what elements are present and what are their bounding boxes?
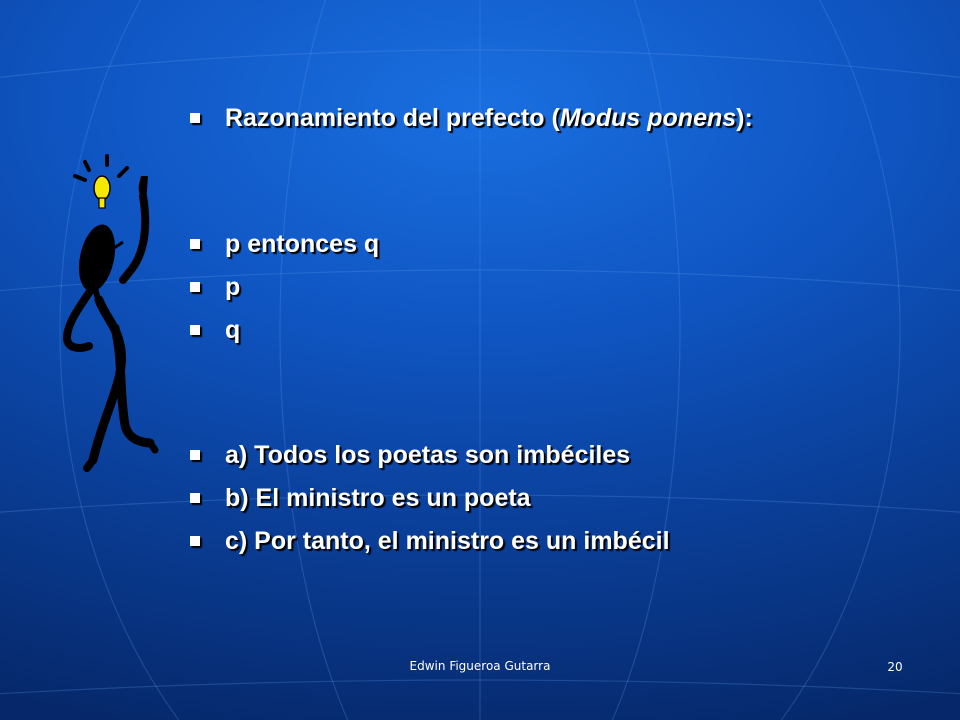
syllogism-text: b) El ministro es un poeta [225, 483, 531, 512]
schema-text: p entonces q [225, 229, 380, 258]
schema-line-3 [190, 310, 240, 350]
square-bullet-icon [190, 536, 200, 546]
schema-line-2 [190, 267, 240, 307]
square-bullet-icon [190, 450, 200, 460]
title-line [190, 98, 753, 138]
syllogism-text: c) Por tanto, el ministro es un imbécil [225, 526, 670, 555]
page-number: 20 [887, 660, 903, 674]
square-bullet-icon [190, 239, 200, 249]
square-bullet-icon [190, 282, 200, 292]
title-suffix: ): [736, 103, 753, 132]
footer-author: Edwin Figueroa Gutarra [409, 659, 551, 673]
syllogism-line-1 [190, 435, 630, 475]
syllogism-line-3 [190, 521, 670, 561]
schema-text: q [225, 315, 241, 344]
square-bullet-icon [190, 493, 200, 503]
square-bullet-icon [190, 113, 200, 123]
square-bullet-icon [190, 325, 200, 335]
syllogism-line-2 [190, 478, 531, 518]
schema-text: p [225, 272, 241, 301]
syllogism-text: a) Todos los poetas son imbéciles [225, 440, 631, 469]
title-italic: Modus ponens [559, 103, 737, 132]
schema-line-1 [190, 224, 379, 264]
title-prefix: Razonamiento del prefecto ( [225, 103, 560, 132]
thinking-figure-with-lightbulb-icon [55, 150, 170, 480]
